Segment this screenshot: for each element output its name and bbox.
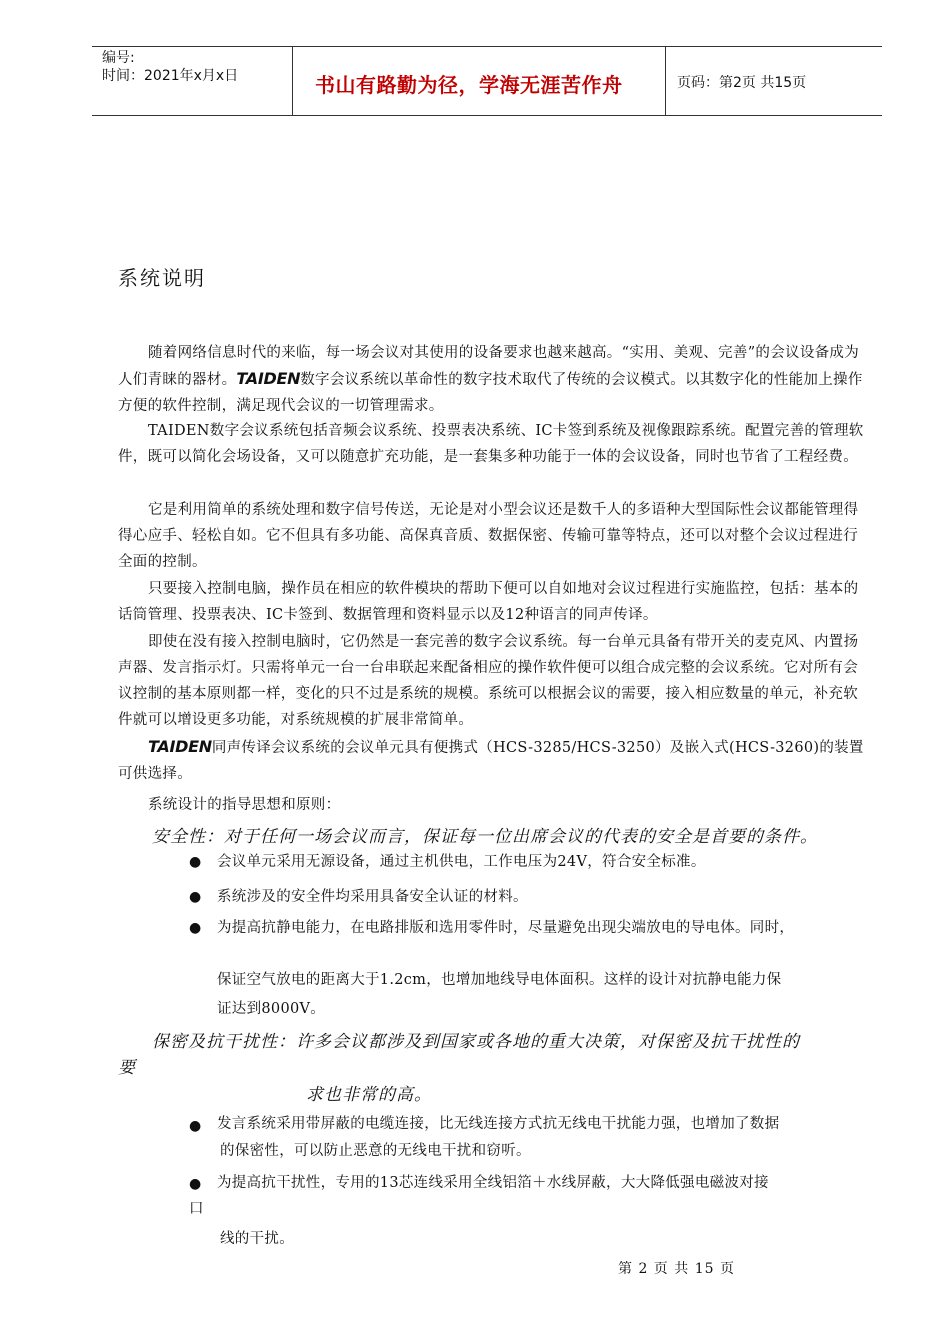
secrecy-bullet-1-line2: 的保密性，可以防止恶意的无线电干扰和窃听。 (220, 1143, 531, 1159)
header-motto-cell (292, 47, 666, 115)
bullet-dot: ● (189, 1176, 202, 1192)
paragraph-principles: 系统设计的指导思想和原则： (148, 797, 341, 813)
page-footer: 第 2 页 共 15 页 (618, 1261, 735, 1277)
page-title: 系统说明 (118, 266, 206, 290)
secrecy-bullet-2-line2: 口 (189, 1201, 204, 1217)
safety-bullet-1: 会议单元采用无源设备，通过主机供电，工作电压为24V，符合安全标准。 (217, 854, 706, 870)
paragraph-intro-part1: 随着网络信息时代的来临，每一场会议对其使用的设备要求也越来越高。“实用、美观、完善”的会议设备成为人们青睐的器材。 (118, 345, 860, 388)
taiden-logo: TAIDEN (148, 737, 212, 756)
bullet-dot: ● (189, 920, 202, 936)
paragraph-standalone: 即使在没有接入控制电脑时，它仍然是一套完善的数字会议系统。每一台单元具备有带开关的麦克风、内置扬声器、发言指示灯。只需将单元一台一台串联起来配备相应的操作软件便可以组合成完整的会议系统。它对所有会议控制的基本原则都一样，变化的只不过是系统的规模。系统可以根据会议的需要，接入相应数量的单元，补充软件就可以增设更多功能，对系统规模的扩展非常简单。 (118, 634, 859, 728)
header-page-info: 页码：第2页 共15页 (677, 75, 807, 91)
safety-bullet-3-line1: 为提高抗静电能力，在电路排版和选用零件时，尽量避免出现尖端放电的导电体。同时， (217, 920, 795, 936)
secrecy-heading-line1: 保密及抗干扰性：许多会议都涉及到国家或各地的重大决策，对保密及抗干扰性的 (152, 1032, 800, 1052)
bullet-dot: ● (189, 854, 202, 870)
secrecy-bullet-2-line1: 为提高抗干扰性，专用的13芯连线采用全线铝箔＋水线屏蔽，大大降低强电磁波对接 (217, 1175, 769, 1191)
taiden-logo: TAIDEN (236, 369, 301, 388)
safety-bullet-3-line3: 证达到8000V。 (217, 1001, 326, 1017)
paragraph-scale: 它是利用简单的系统处理和数字信号传送，无论是对小型会议还是数千人的多语种大型国际性会议都能管理得得心应手、轻松自如。它不但具有多功能、高保真音质、数据保密、传输可靠等特点，还可以对整个会议过程进行全面的控制。 (118, 502, 859, 570)
secrecy-bullet-1-line1: 发言系统采用带屏蔽的电缆连接，比无线连接方式抗无线电干扰能力强，也增加了数据 (217, 1116, 780, 1132)
header-meta-cell (92, 47, 292, 115)
safety-bullet-2: 系统涉及的安全件均采用具备安全认证的材料。 (217, 889, 528, 905)
secrecy-heading-line2: 要 (118, 1058, 136, 1078)
paragraph-intro (118, 340, 870, 419)
doc-time-label: 时间：2021年x月x日 (102, 68, 239, 84)
safety-heading: 安全性：对于任何一场会议而言，保证每一位出席会议的代表的安全是首要的条件。 (152, 827, 818, 847)
page-header (92, 46, 882, 116)
header-page-cell (665, 47, 882, 115)
secrecy-bullet-2-line3: 线的干扰。 (220, 1231, 294, 1247)
paragraph-components: TAIDEN数字会议系统包括音频会议系统、投票表决系统、IC卡签到系统及视像跟踪系统。配置完善的管理软件，既可以简化会场设备，又可以随意扩充功能，是一套集多种功能于一体的会议设备，同时也节省了工程经费。 (118, 423, 864, 465)
paragraph-units-text: 同声传译会议系统的会议单元具有便携式（HCS-3285/HCS-3250）及嵌入式(HCS-3260)的装置可供选择。 (118, 740, 864, 782)
header-motto: 书山有路勤为径，学海无涯苦作舟 (315, 73, 623, 97)
doc-id-label: 编号: (102, 50, 135, 66)
paragraph-control: 只要接入控制电脑，操作员在相应的软件模块的帮助下便可以自如地对会议过程进行实施监控，包括：基本的话筒管理、投票表决、IC卡签到、数据管理和资料显示以及12种语言的同声传译。 (118, 581, 859, 623)
bullet-dot: ● (189, 1118, 202, 1134)
secrecy-heading-line3: 求也非常的高。 (306, 1085, 432, 1105)
paragraph-intro-part2: 数字会议系统以革命性的数字技术取代了传统的会议模式。以其数字化的性能加上操作方便的软件控制，满足现代会议的一切管理需求。 (118, 372, 863, 414)
bullet-dot: ● (189, 889, 202, 905)
paragraph-units (118, 734, 870, 787)
safety-bullet-3-line2: 保证空气放电的距离大于1.2cm，也增加地线导电体面积。这样的设计对抗静电能力保 (217, 972, 782, 988)
